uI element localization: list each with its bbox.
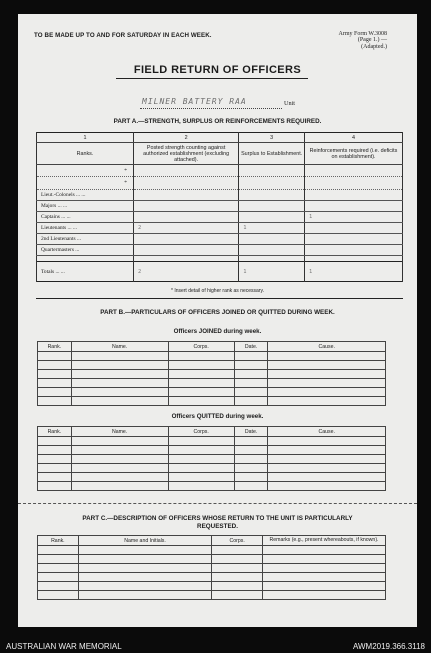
- posted-cell: [133, 245, 238, 256]
- table-row: [37, 165, 403, 177]
- part-c-header-row: [38, 536, 386, 546]
- col-date: Date.: [234, 427, 268, 437]
- posted-cell: [133, 212, 238, 223]
- posted-cell: [133, 234, 238, 245]
- table-row: [38, 546, 386, 555]
- col-corps: Corps.: [168, 342, 234, 352]
- posted-header: Posted strength counting against authorized establishment (excluding attached).: [133, 143, 238, 165]
- column-header-row: [37, 143, 403, 165]
- surplus-cell: [239, 212, 305, 223]
- reinforcements-header: Reinforcements required (i.e. deficits on establishment).: [304, 143, 402, 165]
- divider: [36, 298, 403, 299]
- form-page-line: (Page 1.) —: [357, 37, 387, 44]
- col-rank: Rank.: [38, 427, 72, 437]
- table-row: [38, 370, 386, 379]
- table-row: [38, 473, 386, 482]
- table-row: [38, 388, 386, 397]
- table-row: [37, 234, 403, 245]
- totals-label: Totals ... ...: [37, 262, 134, 282]
- table-row: [38, 397, 386, 406]
- reinf-total: 1: [304, 262, 402, 282]
- joined-header-row: [38, 342, 386, 352]
- col-cause: Cause.: [268, 427, 386, 437]
- col-remarks: Remarks (e.g., present whereabouts, if known).: [263, 536, 386, 546]
- table-row: [38, 437, 386, 446]
- reinf-cell: [304, 223, 402, 234]
- surplus-cell: [239, 177, 305, 190]
- form-number: [338, 31, 387, 50]
- table-row: [37, 177, 403, 190]
- col-name-initials: Name and Initials.: [78, 536, 212, 546]
- reinf-cell: [304, 177, 402, 190]
- table-row: [37, 201, 403, 212]
- form-adapted-line: (Adapted.): [361, 43, 387, 50]
- column-number-row: [37, 133, 403, 143]
- reinf-cell: [304, 190, 402, 201]
- surplus-cell: [239, 190, 305, 201]
- joined-heading: Officers JOINED during week.: [173, 328, 262, 335]
- col-number: 3: [239, 133, 305, 143]
- col-date: Date.: [234, 342, 268, 352]
- surplus-cell: [239, 201, 305, 212]
- table-row: [38, 361, 386, 370]
- table-row: [38, 464, 386, 473]
- form-number-line: Army Form W.3008: [338, 31, 387, 37]
- table-row: [37, 223, 403, 234]
- quitted-header-row: [38, 427, 386, 437]
- table-row: [37, 245, 403, 256]
- posted-cell: [133, 190, 238, 201]
- surplus-cell: [239, 245, 305, 256]
- rank-cell: Captains ... ...: [37, 212, 134, 223]
- document-sheet: [18, 14, 417, 627]
- unit-handwritten: MILNER BATTERY RAA: [142, 97, 247, 106]
- reinf-cell: [304, 201, 402, 212]
- joined-table: [37, 341, 386, 406]
- table-row: [37, 190, 403, 201]
- part-c-heading-line1: PART C.—DESCRIPTION OF OFFICERS WHOSE RETURN TO THE UNIT IS PARTICULARLY: [82, 515, 353, 522]
- quitted-table: [37, 426, 386, 491]
- posted-cell: [133, 177, 238, 190]
- posted-cell: [133, 201, 238, 212]
- posted-cell: 2: [133, 223, 238, 234]
- col-number: 2: [133, 133, 238, 143]
- table-row: [38, 564, 386, 573]
- table-row: [38, 455, 386, 464]
- table-row: [38, 352, 386, 361]
- table-row: [38, 446, 386, 455]
- col-number: 4: [304, 133, 402, 143]
- col-name: Name.: [71, 427, 168, 437]
- col-corps: Corps.: [212, 536, 263, 546]
- part-a-heading: PART A.—STRENGTH, SURPLUS OR REINFORCEMENTS REQUIRED.: [113, 118, 322, 125]
- col-cause: Cause.: [268, 342, 386, 352]
- table-row: [38, 482, 386, 491]
- footer-institution: AUSTRALIAN WAR MEMORIAL: [6, 642, 122, 651]
- surplus-cell: [239, 165, 305, 177]
- col-number: 1: [37, 133, 134, 143]
- rank-cell: Majors ... ...: [37, 201, 134, 212]
- table-row: [38, 573, 386, 582]
- table-row: [38, 582, 386, 591]
- part-c-heading-line2: REQUESTED.: [197, 523, 238, 530]
- page-title: FIELD RETURN OF OFFICERS: [133, 64, 302, 76]
- ranks-header: Ranks.: [37, 143, 134, 165]
- part-c-heading: [18, 515, 417, 531]
- posted-total: 2: [133, 262, 238, 282]
- title-underline: [116, 78, 308, 79]
- part-b-heading: PART B.—PARTICULARS OF OFFICERS JOINED OR QUITTED DURING WEEK.: [100, 309, 335, 316]
- cut-line: [18, 503, 417, 504]
- surplus-cell: [239, 234, 305, 245]
- rank-cell: Lieutenants ... ...: [37, 223, 134, 234]
- table-row: [38, 591, 386, 600]
- submission-instruction: TO BE MADE UP TO AND FOR SATURDAY IN EACH WEEK.: [34, 32, 212, 39]
- reinf-cell: 1: [304, 212, 402, 223]
- part-a-table: [36, 132, 403, 282]
- table-row: [38, 379, 386, 388]
- quitted-heading: Officers QUITTED during week.: [171, 413, 264, 420]
- footnote: * Insert detail of higher rank as necessary.: [170, 288, 264, 294]
- col-rank: Rank.: [38, 536, 79, 546]
- surplus-total: 1: [239, 262, 305, 282]
- rank-cell: *: [37, 165, 134, 177]
- totals-row: [37, 262, 403, 282]
- rank-cell: 2nd Lieutenants ...: [37, 234, 134, 245]
- posted-cell: [133, 165, 238, 177]
- col-name: Name.: [71, 342, 168, 352]
- table-row: [37, 212, 403, 223]
- rank-cell: Quartermasters ...: [37, 245, 134, 256]
- col-rank: Rank.: [38, 342, 72, 352]
- unit-dotted-line: [140, 108, 282, 109]
- col-corps: Corps.: [168, 427, 234, 437]
- footer-accession-number: AWM2019.366.3118: [352, 642, 425, 651]
- reinf-cell: [304, 245, 402, 256]
- surplus-header: Surplus to Establishment.: [239, 143, 305, 165]
- surplus-cell: 1: [239, 223, 305, 234]
- rank-cell: Lieut.-Colonels ... ...: [37, 190, 134, 201]
- reinf-cell: [304, 234, 402, 245]
- rank-cell: *: [37, 177, 134, 190]
- reinf-cell: [304, 165, 402, 177]
- table-row: [38, 555, 386, 564]
- part-c-table: [37, 535, 386, 600]
- unit-label: Unit: [284, 100, 296, 107]
